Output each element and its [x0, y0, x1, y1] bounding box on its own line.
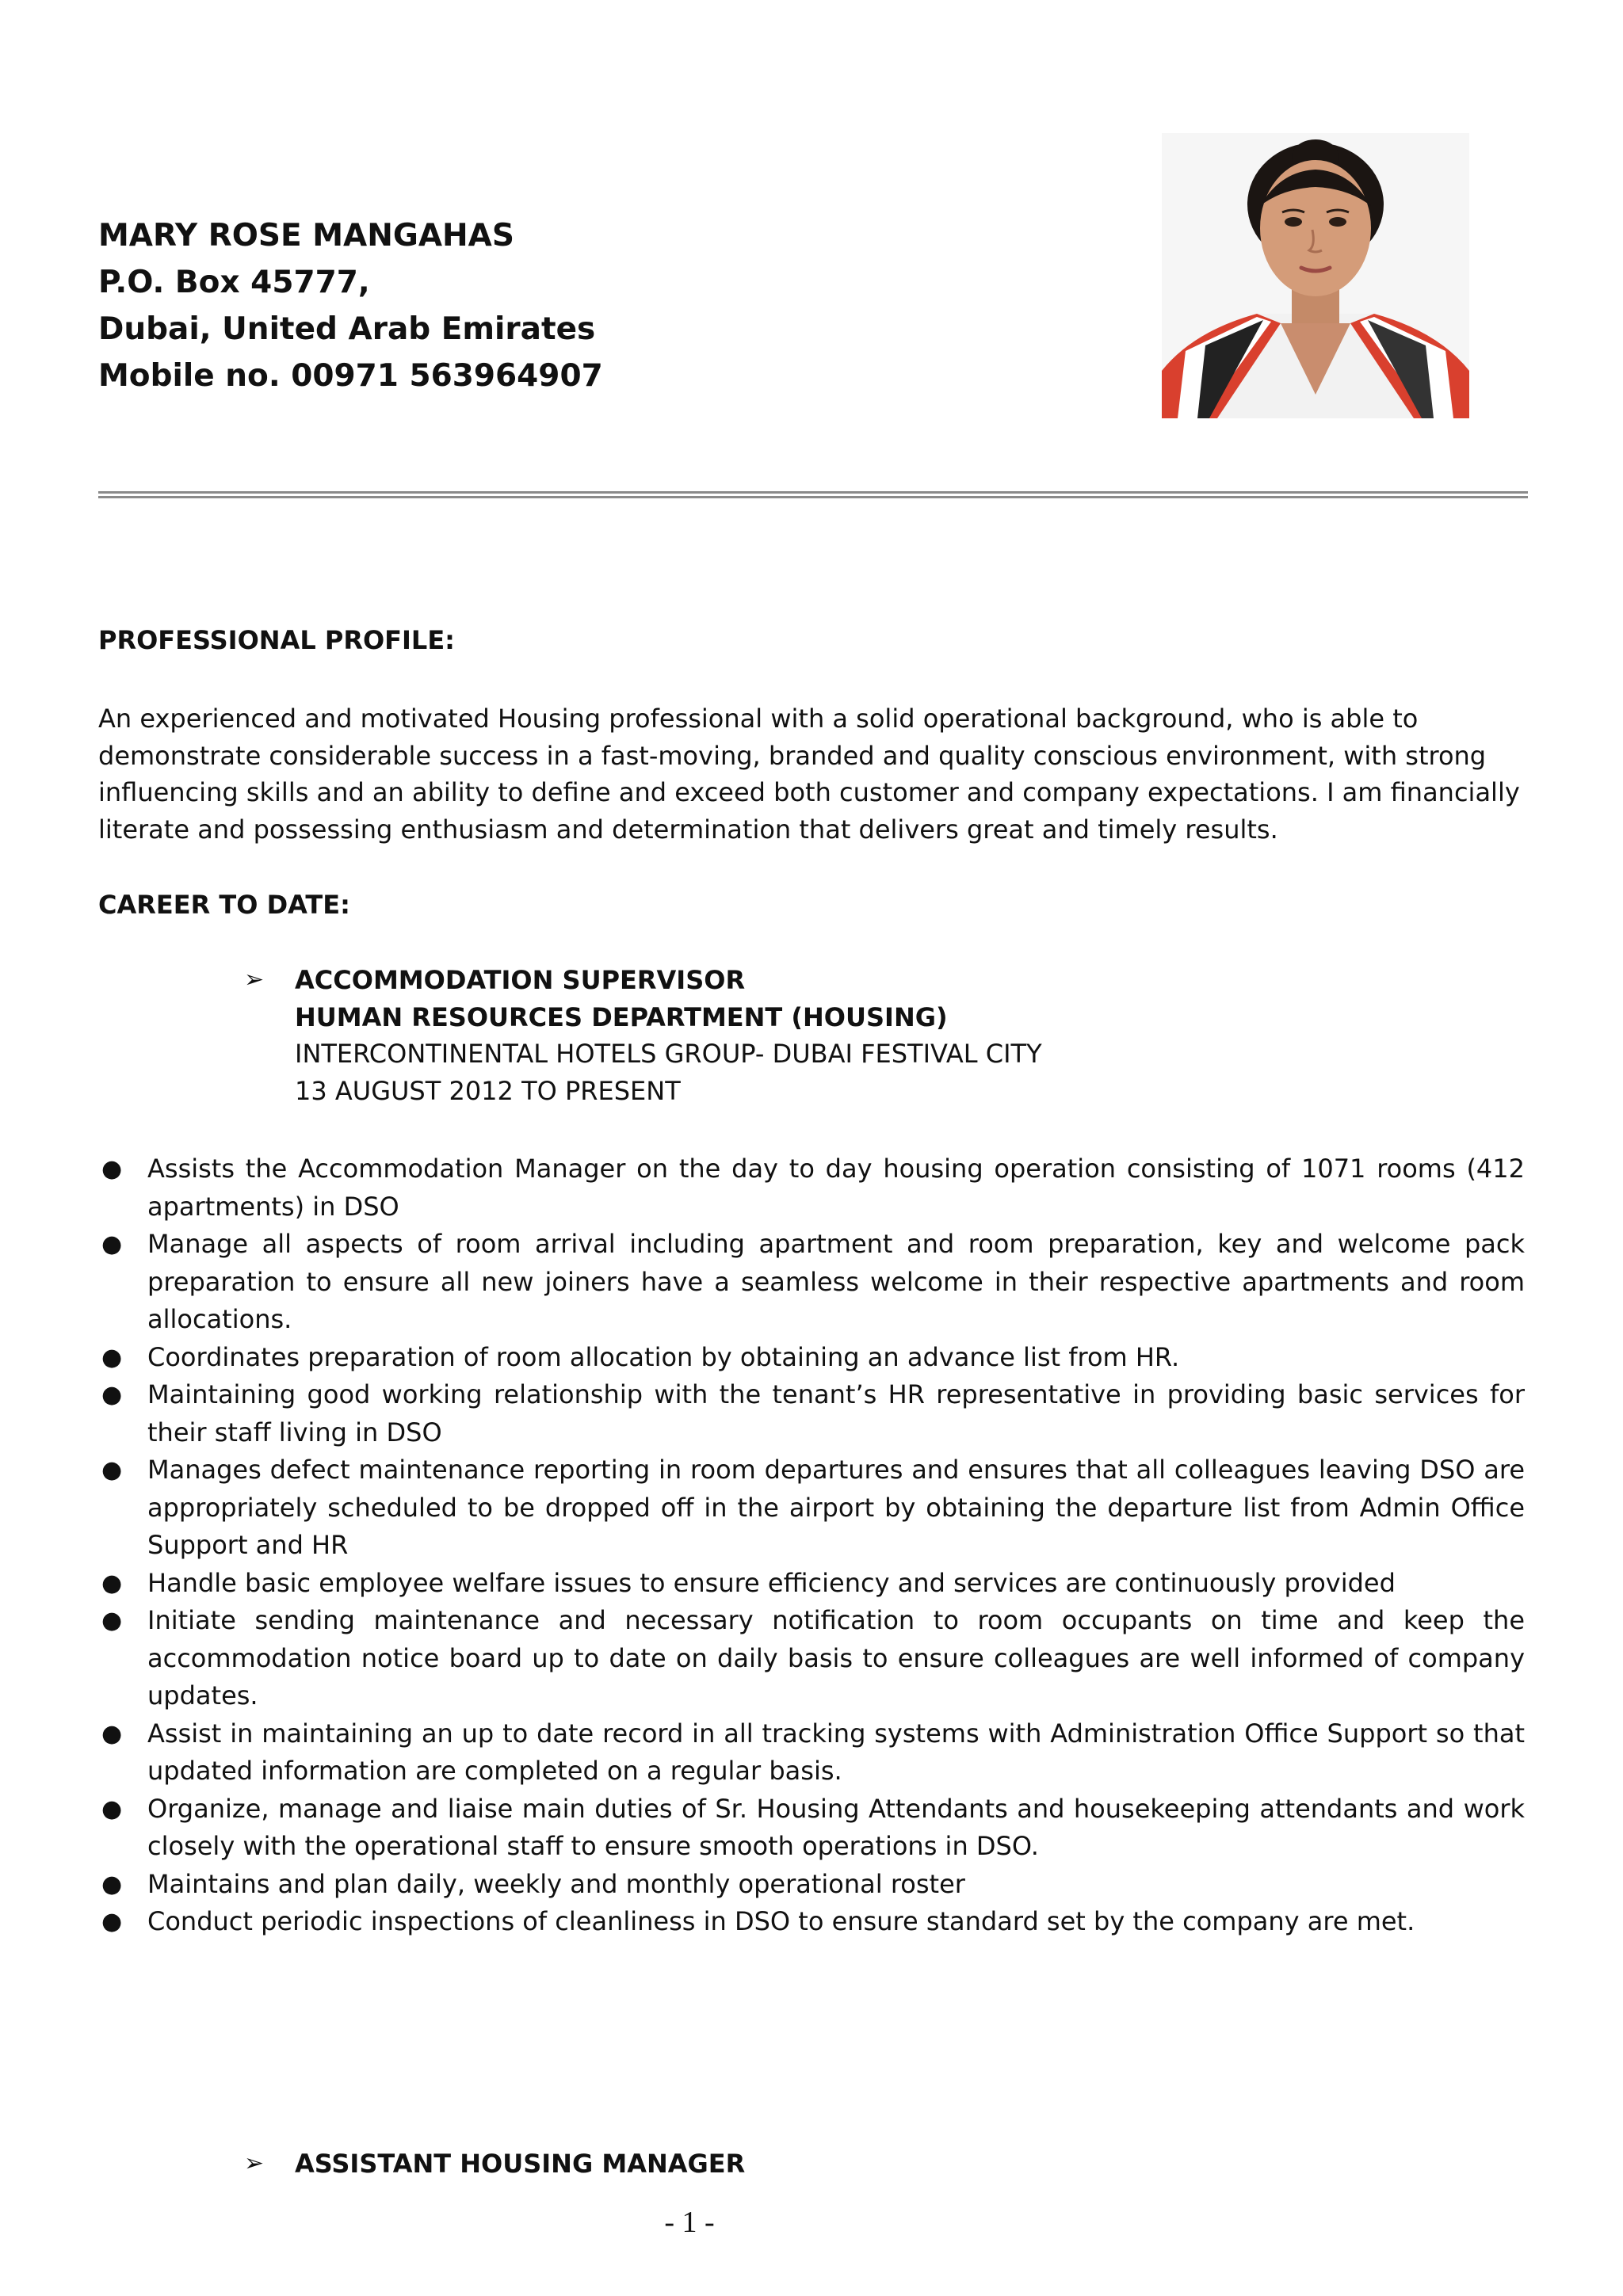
candidate-name: MARY ROSE MANGAHAS: [98, 218, 514, 254]
duty-text: Coordinates preparation of room allocation by obtaining an advance list from HR.: [147, 1341, 1180, 1372]
duty-text: Initiate sending maintenance and necessary notification to room occupants on time and keep the accommodation notice board up to date on daily basis to ensure colleagues are well informed of company updates.: [147, 1605, 1525, 1711]
profile-photo: [1162, 133, 1469, 418]
bullet-icon: ●: [101, 1719, 123, 1748]
job-dates: 13 AUGUST 2012 TO PRESENT: [295, 1075, 681, 1106]
list-item: [98, 1150, 1525, 1226]
duty-text: Assist in maintaining an up to date record in all tracking systems with Administration Office Support so that updated information are completed on a regular basis.: [147, 1718, 1525, 1786]
duty-text: Maintaining good working relationship with the tenant’s HR representative in providing basic services for their staff living in DSO: [147, 1379, 1525, 1447]
job-title: ACCOMMODATION SUPERVISOR: [295, 965, 746, 995]
address-line-2: Dubai, United Arab Emirates: [98, 311, 596, 347]
bullet-icon: ●: [101, 1569, 123, 1597]
arrow-bullet-icon: ➢: [244, 966, 265, 994]
bullet-icon: ●: [101, 1155, 123, 1183]
list-item: [98, 1339, 1525, 1377]
header-divider: [98, 491, 1528, 498]
mobile-number: Mobile no. 00971 563964907: [98, 358, 603, 394]
profile-heading: PROFESSIONAL PROFILE:: [98, 625, 455, 655]
job-title: ASSISTANT HOUSING MANAGER: [295, 2149, 746, 2179]
list-item: [98, 1715, 1525, 1791]
bullet-icon: ●: [101, 1343, 123, 1371]
duty-text: Conduct periodic inspections of cleanliness in DSO to ensure standard set by the company are met.: [147, 1906, 1415, 1936]
duty-text: Manage all aspects of room arrival including apartment and room preparation, key and welcome pack preparation to ensure all new joiners have a seamless welcome in their respective apartments and room allocations.: [147, 1229, 1525, 1334]
profile-photo-illustration: [1162, 133, 1469, 418]
page-number: - 1 -: [664, 2206, 715, 2239]
arrow-bullet-icon: ➢: [244, 2149, 265, 2177]
address-line-1: P.O. Box 45777,: [98, 265, 370, 300]
job-details: [295, 2145, 1428, 2183]
duty-text: Handle basic employee welfare issues to ensure efficiency and services are continuously provided: [147, 1567, 1396, 1598]
list-item: [98, 1376, 1525, 1451]
job-department: HUMAN RESOURCES DEPARTMENT (HOUSING): [295, 1001, 948, 1032]
duty-text: Assists the Accommodation Manager on the day to day housing operation consisting of 1071 rooms (412 apartments) in DSO: [147, 1154, 1525, 1222]
duty-text: Maintains and plan daily, weekly and monthly operational roster: [147, 1868, 965, 1899]
bullet-icon: ●: [101, 1908, 123, 1936]
bullet-icon: ●: [101, 1870, 123, 1898]
list-item: [98, 1791, 1525, 1866]
list-item: [98, 1451, 1525, 1565]
list-item: [98, 1903, 1525, 1941]
duty-text: Manages defect maintenance reporting in room departures and ensures that all colleagues leaving DSO are appropriately scheduled to be dropped off in the airport by obtaining the departure list from Admin Office Support and HR: [147, 1455, 1525, 1560]
bullet-icon: ●: [101, 1230, 123, 1258]
list-item: [98, 1226, 1525, 1339]
job-company: INTERCONTINENTAL HOTELS GROUP- DUBAI FESTIVAL CITY: [295, 1039, 1042, 1069]
job-duties-list: [98, 1150, 1525, 1941]
contact-header: [98, 212, 1128, 399]
career-heading: CAREER TO DATE:: [98, 890, 350, 920]
job-details: [295, 962, 1428, 1109]
bullet-icon: ●: [101, 1456, 123, 1484]
list-item: [98, 1565, 1525, 1603]
bullet-icon: ●: [101, 1607, 123, 1634]
profile-summary: An experienced and motivated Housing professional with a solid operational background, who is able to demonstrate considerable success in a fast-moving, branded and quality conscious environment, with strong influencing skills and an ability to define and exceed both customer and company expectations. I am financially literate and possessing enthusiasm and determination that delivers great and timely results.: [98, 704, 1520, 845]
list-item: [98, 1602, 1525, 1715]
bullet-icon: ●: [101, 1381, 123, 1409]
bullet-icon: ●: [101, 1794, 123, 1823]
list-item: [98, 1866, 1525, 1904]
duty-text: Organize, manage and liaise main duties of Sr. Housing Attendants and housekeeping attendants and work closely with the operational staff to ensure smooth operations in DSO.: [147, 1793, 1525, 1861]
